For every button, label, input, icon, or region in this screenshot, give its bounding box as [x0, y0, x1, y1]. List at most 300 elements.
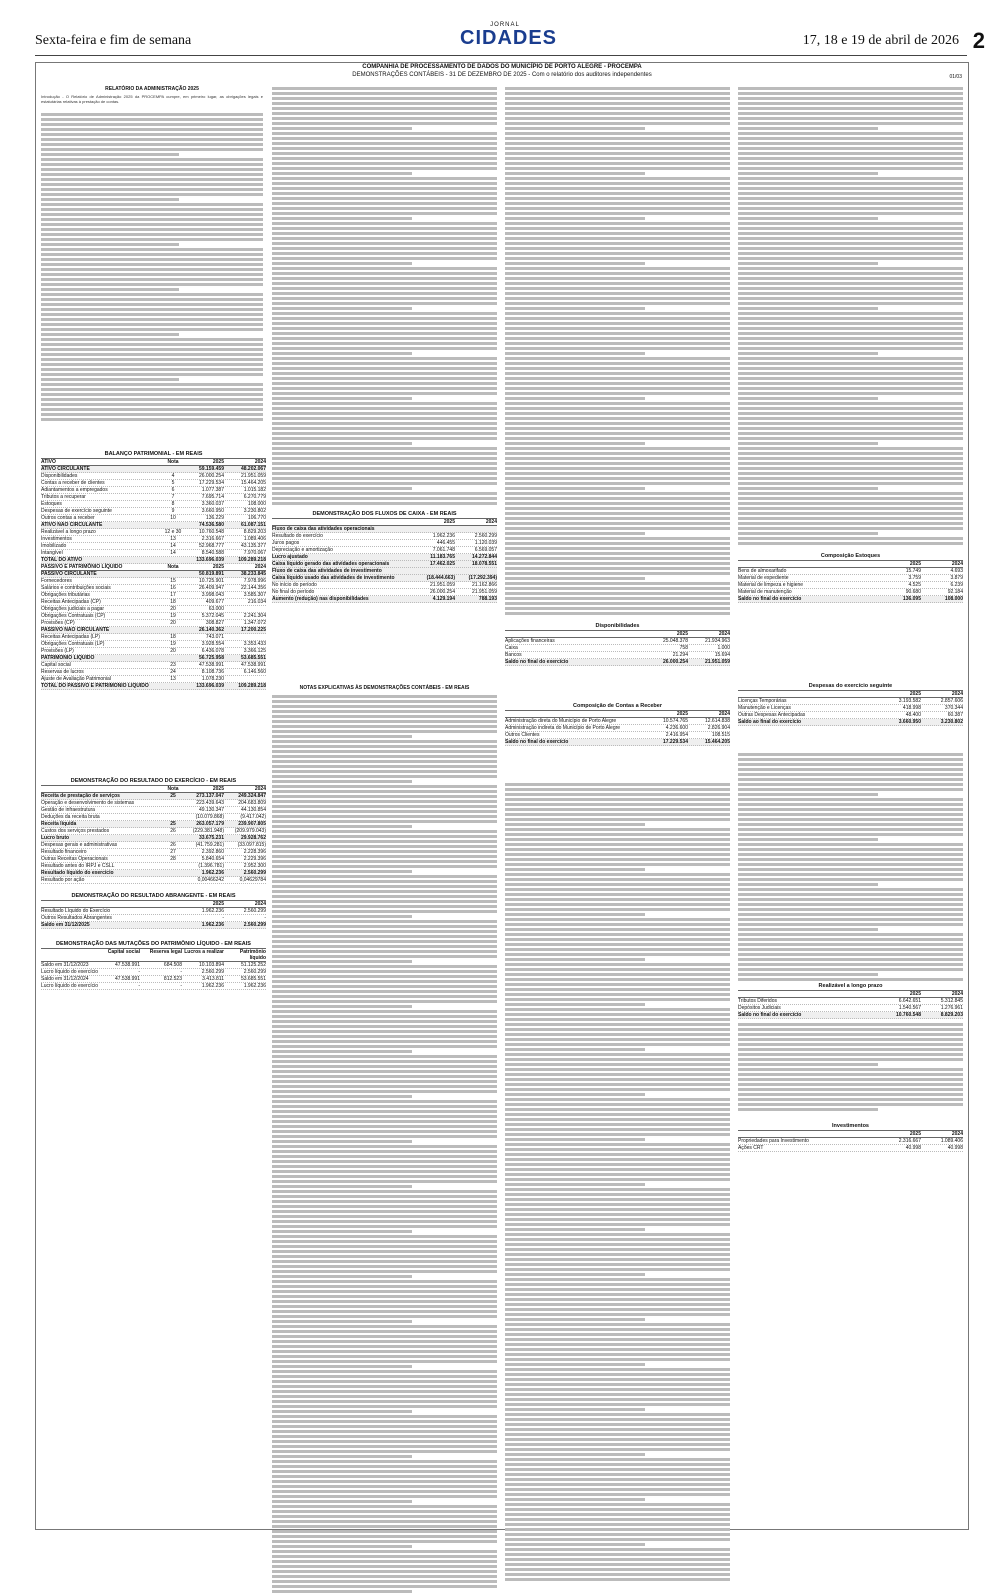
text-line: [505, 252, 730, 255]
text-line: [505, 1183, 645, 1186]
table-row: [738, 582, 963, 589]
text-line: [272, 1580, 497, 1583]
text-line: [505, 1323, 730, 1326]
text-line: [272, 1435, 497, 1438]
text-line: [41, 278, 263, 281]
text-line: [272, 935, 497, 938]
text-line: [505, 507, 730, 510]
text-line: [738, 938, 963, 941]
text-line: [272, 397, 412, 400]
text-line: [505, 592, 730, 595]
table-row: [738, 712, 963, 719]
text-line: [505, 352, 645, 355]
table-row: [41, 529, 266, 536]
table-cell: Deduções da receita bruta: [41, 814, 100, 820]
text-line: [505, 1338, 730, 1341]
table-cell: Obrigações Contratuais (CP): [41, 613, 106, 619]
text-line: [738, 197, 963, 200]
text-line: [272, 152, 497, 155]
text-line: [505, 1143, 730, 1146]
text-line: [505, 1108, 730, 1111]
table-row: [41, 501, 266, 508]
text-line: [272, 895, 497, 898]
text-line: [272, 1410, 412, 1413]
text-line: [505, 998, 730, 1001]
text-line: [505, 788, 730, 791]
text-line: [272, 157, 497, 160]
text-line: [272, 990, 497, 993]
text-line: [738, 1043, 963, 1046]
table-cell: PATRIMÔNIO LÍQUIDO: [41, 655, 95, 661]
table-cell: 446.455: [436, 540, 455, 546]
table-row: [41, 976, 266, 983]
table-cell: 2.826.904: [707, 725, 730, 731]
text-line: [272, 915, 412, 918]
text-line: [505, 1158, 730, 1161]
text-line: [505, 1058, 730, 1061]
notes-text-block-4: [738, 1023, 963, 1113]
text-line: [272, 1445, 497, 1448]
text-line: [505, 1533, 730, 1536]
table-cell: 33.675.231: [198, 835, 224, 841]
table-cell: 26.000.254: [198, 473, 224, 479]
text-line: [41, 268, 263, 271]
text-line: [738, 182, 963, 185]
table-cell: Fornecedores: [41, 578, 72, 584]
table-cell: 1.089.406: [243, 536, 266, 542]
text-line: [738, 227, 963, 230]
table-row: [41, 828, 266, 835]
text-line: [505, 1303, 730, 1306]
table-cell: Despesas gerais e administrativas: [41, 842, 118, 848]
text-line: [505, 337, 730, 340]
table-cell: 3.360.037: [201, 501, 224, 507]
text-line: [272, 202, 497, 205]
text-line: [505, 1488, 730, 1491]
table-cell: Saldo em 31/12/2024: [41, 976, 89, 982]
table-cell: ATIVO NÃO CIRCULANTE: [41, 522, 103, 528]
dra-head: 2025 2024: [41, 901, 266, 908]
text-line: [272, 1485, 497, 1488]
text-line: [738, 472, 963, 475]
table-cell: 17.229.534: [662, 739, 688, 745]
text-line: [41, 123, 263, 126]
text-line: [505, 467, 730, 470]
table-row: [41, 627, 266, 634]
text-line: [505, 1128, 730, 1131]
text-line: [505, 913, 645, 916]
table-cell: 3.366.125: [243, 648, 266, 654]
table-cell: [164, 835, 182, 841]
text-line: [738, 532, 878, 535]
table-row: [41, 522, 266, 529]
table-cell: 2.416.954: [665, 732, 688, 738]
text-line: [505, 888, 730, 891]
text-line: [738, 933, 963, 936]
table-cell: 108.515: [711, 732, 730, 738]
inventory-title: Composição Estoques: [738, 553, 963, 561]
table-cell: 52.968.777: [198, 543, 224, 549]
text-line: [505, 828, 730, 831]
table-cell: Depósitos Judiciais: [738, 1005, 781, 1011]
text-line: [505, 1258, 730, 1261]
text-line: [272, 1590, 412, 1593]
text-line: [272, 1215, 497, 1218]
text-line: [272, 337, 497, 340]
table-cell: Resultado financeiro: [41, 849, 87, 855]
text-line: [505, 567, 730, 570]
table-row: [505, 652, 730, 659]
table-cell: Depreciação e amortização: [272, 547, 333, 553]
text-line: [41, 318, 263, 321]
table-cell: [395, 582, 413, 588]
text-line: [505, 217, 645, 220]
text-line: [272, 1180, 497, 1183]
table-cell: Contas a receber de clientes: [41, 480, 105, 486]
text-line: [272, 362, 497, 365]
investments-title: Investimentos: [738, 1123, 963, 1131]
table-row: [272, 533, 497, 540]
text-line: [272, 1085, 497, 1088]
text-line: [738, 372, 963, 375]
table-row: [41, 494, 266, 501]
text-line: [272, 392, 497, 395]
table-cell: 2.241.304: [243, 613, 266, 619]
equity-changes-table: [41, 941, 266, 990]
text-line: [505, 282, 730, 285]
table-cell: [861, 1012, 879, 1018]
table-cell: 12.614.838: [704, 718, 730, 724]
table-row: [738, 568, 963, 575]
text-line: [738, 768, 963, 771]
text-line: [272, 905, 497, 908]
text-line: [505, 347, 730, 350]
table-cell: 21.162.866: [471, 582, 497, 588]
text-line: [738, 858, 963, 861]
text-line: [272, 1405, 497, 1408]
text-line: [505, 1298, 730, 1301]
text-line: [272, 1525, 497, 1528]
text-line: [41, 153, 179, 156]
table-cell: Juros pagos: [272, 540, 300, 546]
text-line: [505, 237, 730, 240]
table-cell: Caixa: [505, 645, 518, 651]
text-line: [505, 1228, 645, 1231]
text-line: [505, 1538, 730, 1541]
text-line: [272, 810, 497, 813]
table-row: [41, 814, 266, 821]
table-cell: [164, 557, 182, 563]
table-cell: 3.230.802: [243, 508, 266, 514]
table-cell: 7.061.748: [432, 547, 455, 553]
text-line: [505, 1528, 730, 1531]
text-line: [272, 765, 497, 768]
text-line: [738, 207, 963, 210]
table-cell: Administração indireta do Município de Porto Alegre: [505, 725, 621, 731]
text-line: [505, 577, 645, 580]
table-cell: Caixa líquido gerado das atividades operacionais: [272, 561, 390, 567]
table-cell: 5.312.845: [940, 998, 963, 1004]
text-line: [505, 1368, 730, 1371]
text-line: [738, 918, 963, 921]
text-line: [505, 1458, 730, 1461]
text-line: [505, 1013, 730, 1016]
table-cell: [395, 575, 413, 581]
text-line: [738, 1063, 878, 1066]
text-line: [505, 92, 730, 95]
text-line: [738, 347, 963, 350]
income-statement-table: [41, 778, 266, 884]
table-cell: 2.560.299: [474, 533, 497, 539]
text-line: [272, 122, 497, 125]
text-line: [505, 297, 730, 300]
text-line: [738, 152, 963, 155]
text-line: [505, 227, 730, 230]
text-line: [738, 943, 963, 946]
report-text-block-2: [272, 87, 497, 507]
table-cell: Obrigações judiciais a pagar: [41, 606, 105, 612]
table-cell: 12 e 30: [164, 529, 182, 535]
text-line: [738, 512, 963, 515]
text-line: [41, 128, 263, 131]
table-cell: (10.079.868): [195, 814, 224, 820]
table-row: [505, 739, 730, 746]
text-line: [272, 770, 497, 773]
table-cell: 28: [170, 856, 176, 862]
text-line: [272, 1145, 497, 1148]
text-line: [272, 1200, 497, 1203]
text-line: [272, 457, 497, 460]
text-line: [272, 432, 497, 435]
text-line: [505, 1043, 730, 1046]
table-cell: 5.372.045: [201, 613, 224, 619]
text-line: [505, 1193, 730, 1196]
dfc-head: 2025 2024: [272, 519, 497, 526]
text-line: [272, 207, 497, 210]
text-line: [272, 1515, 497, 1518]
text-line: [738, 437, 963, 440]
table-row: [41, 466, 266, 473]
text-line: [505, 1493, 730, 1496]
table-cell: 7: [171, 494, 175, 500]
text-line: [738, 87, 963, 90]
table-cell: (209.979.043): [234, 828, 266, 834]
text-line: [41, 193, 263, 196]
table-cell: [861, 712, 879, 718]
table-cell: 53.685.551: [240, 655, 266, 661]
text-line: [272, 795, 497, 798]
text-line: [272, 960, 412, 963]
table-cell: Obrigações tributárias: [41, 592, 90, 598]
text-line: [738, 212, 963, 215]
table-cell: 21.294: [672, 652, 688, 658]
table-cell: 7.970.067: [243, 550, 266, 556]
table-cell: 1.962.236: [201, 922, 224, 928]
text-line: [505, 142, 730, 145]
text-line: [738, 873, 963, 876]
table-cell: [395, 561, 413, 567]
table-cell: 15.749: [905, 568, 921, 574]
text-line: [272, 97, 497, 100]
text-line: [41, 398, 263, 401]
text-line: [738, 272, 963, 275]
text-line: [272, 197, 497, 200]
text-line: [738, 928, 878, 931]
cash-table: [505, 623, 730, 666]
table-cell: 263.057.179: [196, 821, 224, 827]
table-row: [41, 557, 266, 564]
table-row: [272, 540, 497, 547]
table-cell: [164, 800, 182, 806]
table-row: [41, 908, 266, 915]
table-cell: 216.034: [247, 599, 266, 605]
text-line: [738, 763, 963, 766]
table-cell: -: [138, 983, 140, 989]
table-cell: 133.696.039: [196, 683, 224, 689]
text-line: [272, 1105, 497, 1108]
text-line: [41, 173, 263, 176]
text-line: [41, 333, 179, 336]
text-line: [272, 427, 497, 430]
table-cell: [224, 634, 266, 640]
table-cell: 6.642.651: [898, 998, 921, 1004]
text-line: [505, 1078, 730, 1081]
table-row: [505, 732, 730, 739]
text-line: [272, 715, 497, 718]
table-cell: 15.464.205: [240, 480, 266, 486]
text-line: [272, 850, 497, 853]
text-line: [272, 1420, 497, 1423]
text-line: [272, 1095, 412, 1098]
table-cell: 108.000: [944, 596, 963, 602]
table-row: [738, 998, 963, 1005]
text-line: [738, 898, 963, 901]
text-line: [272, 875, 497, 878]
text-line: [738, 1023, 963, 1026]
table-cell: [164, 655, 182, 661]
table-cell: [455, 568, 497, 574]
text-line: [505, 307, 645, 310]
text-line: [272, 1350, 497, 1353]
table-cell: [861, 568, 879, 574]
text-line: [738, 497, 963, 500]
table-cell: [395, 589, 413, 595]
text-line: [738, 913, 963, 916]
table-row: [41, 922, 266, 929]
text-line: [505, 1468, 730, 1471]
text-line: [41, 138, 263, 141]
text-line: [505, 1038, 730, 1041]
table-cell: 8.540.588: [201, 550, 224, 556]
table-cell: Saldo no final do exercício: [505, 659, 569, 665]
table-cell: 24: [170, 669, 176, 675]
text-line: [272, 1165, 497, 1168]
table-cell: 61.087.151: [240, 522, 266, 528]
table-cell: 60.387: [947, 712, 963, 718]
table-cell: 14: [170, 543, 176, 549]
text-line: [738, 172, 878, 175]
text-line: [505, 222, 730, 225]
text-line: [738, 537, 963, 540]
text-line: [505, 107, 730, 110]
header-divider: [35, 55, 967, 56]
text-line: [505, 302, 730, 305]
table-cell: 743.071: [205, 634, 224, 640]
table-cell: [861, 719, 879, 725]
table-cell: 2.560.299: [201, 969, 224, 975]
text-line: [738, 1083, 963, 1086]
text-line: [272, 287, 497, 290]
table-cell: 15.464.205: [704, 739, 730, 745]
table-cell: 758: [679, 645, 688, 651]
text-line: [505, 1198, 730, 1201]
text-line: [505, 893, 730, 896]
text-line: [41, 273, 263, 276]
table-cell: 108.000: [247, 501, 266, 507]
table-cell: 6.569.057: [474, 547, 497, 553]
notes-text-block: [272, 695, 497, 1595]
text-line: [505, 312, 730, 315]
table-cell: 2.857.606: [940, 698, 963, 704]
table-cell: 4: [171, 473, 175, 479]
text-line: [738, 137, 963, 140]
text-line: [41, 308, 263, 311]
text-line: [738, 432, 963, 435]
table-row: [505, 718, 730, 725]
text-line: [738, 1038, 963, 1041]
text-line: [505, 1293, 730, 1296]
text-line: [505, 903, 730, 906]
table-cell: 4.236.600: [665, 725, 688, 731]
text-line: [505, 1463, 730, 1466]
table-cell: 48.202.067: [240, 466, 266, 472]
text-line: [505, 432, 730, 435]
text-line: [505, 342, 730, 345]
table-cell: [628, 652, 646, 658]
text-line: [505, 1238, 730, 1241]
text-line: [505, 527, 730, 530]
text-line: [272, 1175, 497, 1178]
text-line: [738, 853, 963, 856]
table-cell: 3.928.554: [201, 641, 224, 647]
text-line: [272, 1450, 497, 1453]
text-line: [272, 1335, 497, 1338]
table-cell: Outras Receitas Operacionais: [41, 856, 108, 862]
text-line: [272, 1005, 412, 1008]
text-line: [505, 1278, 730, 1281]
text-line: [505, 1053, 730, 1056]
text-line: [272, 1355, 497, 1358]
text-line: [272, 257, 497, 260]
table-cell: Receita de prestação de serviços: [41, 793, 120, 799]
table-cell: [628, 645, 646, 651]
text-line: [505, 783, 730, 786]
text-line: [505, 823, 645, 826]
text-line: [505, 1473, 730, 1476]
table-cell: (9.417.042): [240, 814, 266, 820]
text-line: [505, 612, 730, 615]
text-line: [41, 253, 263, 256]
text-line: [272, 1520, 497, 1523]
text-line: [505, 868, 645, 871]
text-line: [41, 198, 179, 201]
text-line: [272, 1075, 497, 1078]
table-cell: 5.840.654: [201, 856, 224, 862]
table-cell: 9: [171, 508, 175, 514]
text-line: [738, 167, 963, 170]
text-line: [272, 1505, 497, 1508]
text-line: [505, 482, 730, 485]
